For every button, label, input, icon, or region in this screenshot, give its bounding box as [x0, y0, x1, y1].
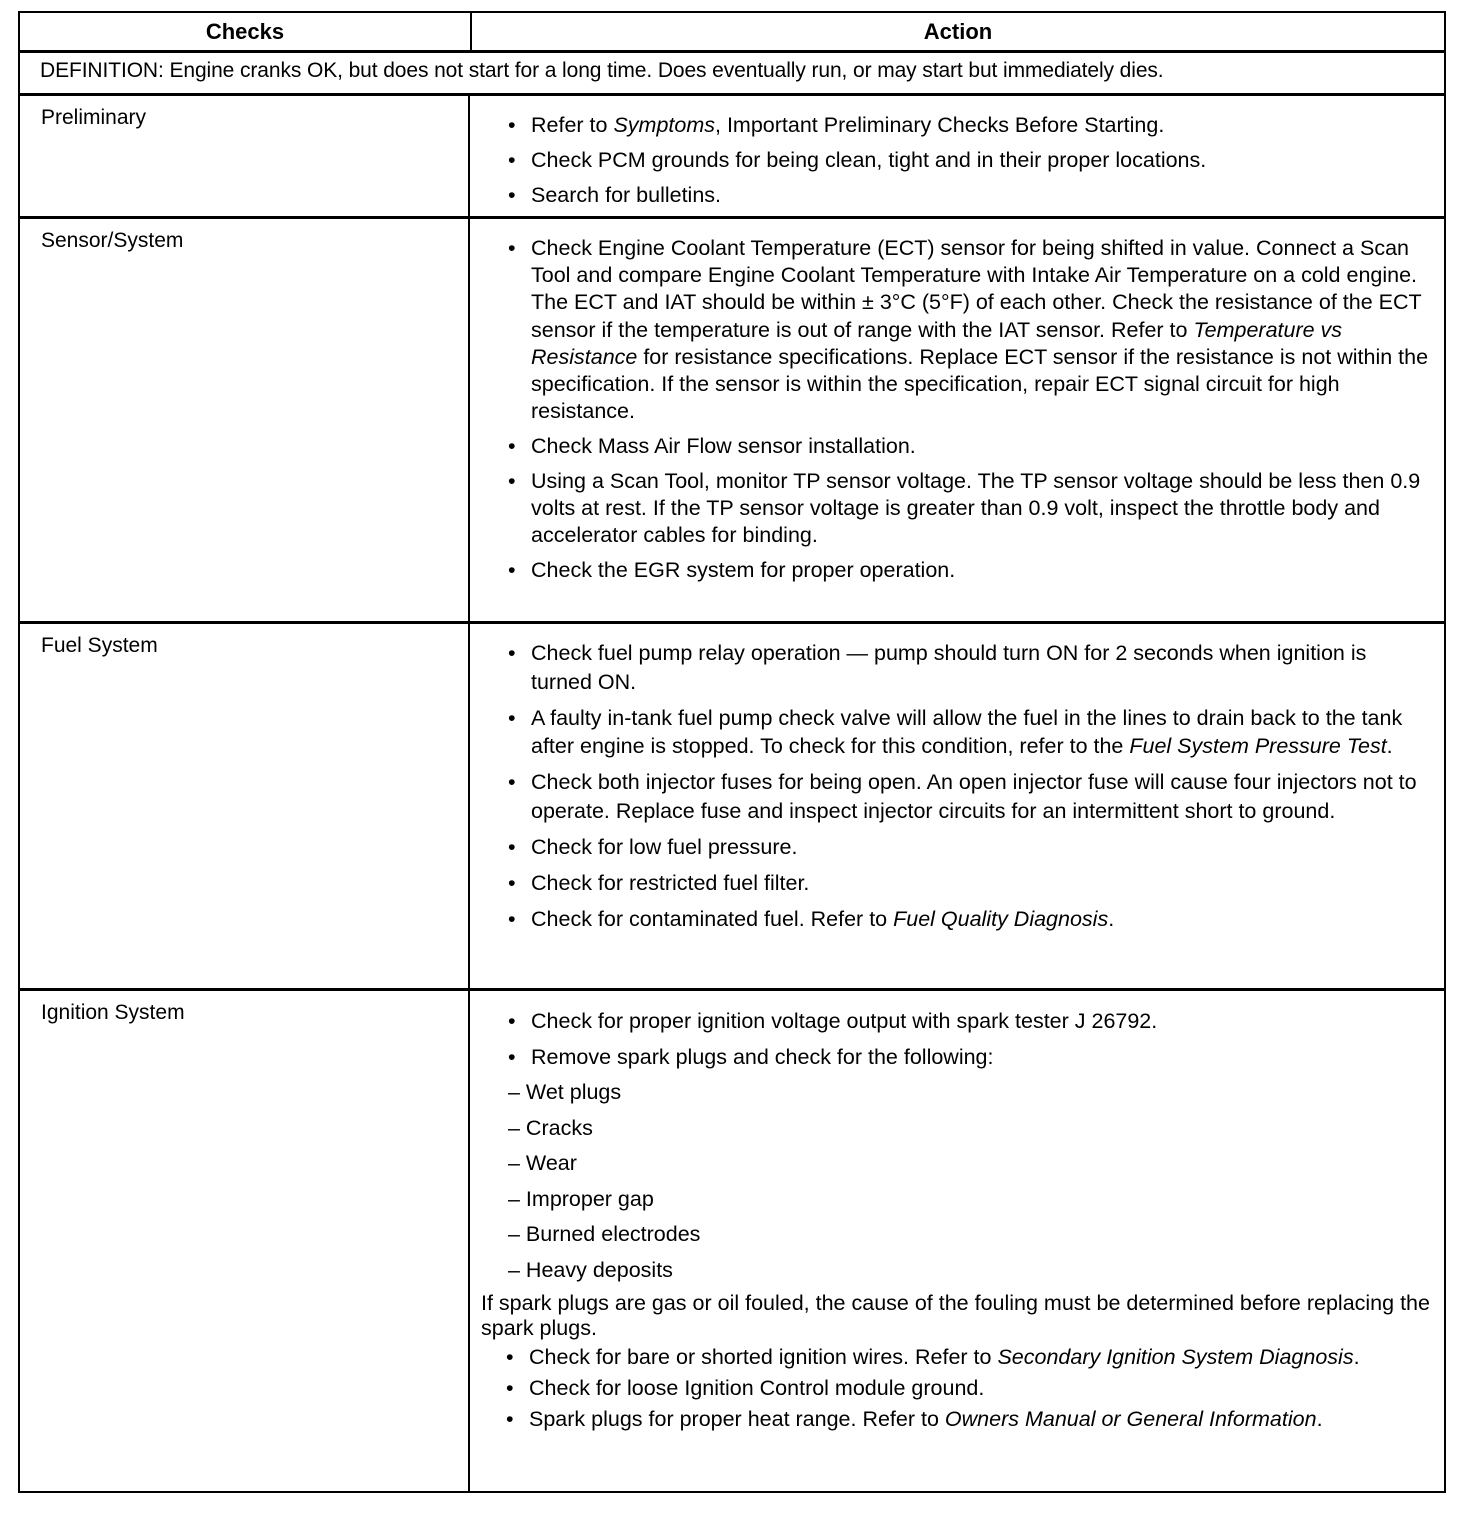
bullet-icon: •: [508, 705, 516, 730]
action-text: Search for bulletins.: [531, 183, 722, 207]
action-text-suffix: for resistance specifications. Replace ECT sensor if the resistance is not within the specification. If the sensor is within the specification, repair ECT signal circuit for high resistance.: [531, 344, 1429, 424]
action-text-suffix: .: [1316, 1407, 1323, 1431]
action-text: Check for low fuel pressure.: [531, 834, 798, 859]
action-text-suffix: .: [1386, 734, 1393, 758]
action-text: Remove spark plugs and check for the following:: [531, 1044, 994, 1069]
inspection-item: – Heavy deposits: [508, 1257, 673, 1282]
column-divider-body: [468, 95, 470, 1493]
action-item: [508, 433, 1433, 460]
action-list: [506, 1345, 1433, 1432]
bullet-icon: •: [506, 1376, 514, 1400]
action-text: Check both injector fuses for being open. An open injector fuse will cause four injectors not to operate. Replace fuse and inspect injector circuits for an intermittent short to ground.: [531, 770, 1417, 823]
action-item: [506, 1407, 1433, 1432]
column-header-action: Action: [923, 19, 993, 44]
action-item: [508, 147, 1433, 175]
action-item: [508, 557, 1433, 584]
action-item: [508, 112, 1433, 140]
action-item: [508, 1043, 1433, 1071]
check-sensor-system: Sensor/System: [41, 229, 184, 252]
action-text: Check for loose Ignition Control module ground.: [529, 1376, 985, 1400]
row-divider-definition: [18, 93, 1446, 96]
action-item: [508, 768, 1433, 825]
definition-text: DEFINITION: Engine cranks OK, but does not start for a long time. Does eventually run, or may start but immediately dies.: [40, 59, 1164, 82]
bullet-icon: •: [508, 468, 516, 493]
bullet-icon: •: [508, 906, 516, 931]
reference-link-text: Owners Manual or General Information: [944, 1407, 1317, 1431]
action-item: [508, 869, 1433, 898]
action-item: [508, 639, 1433, 696]
action-text: Spark plugs for proper heat range. Refer to: [529, 1407, 945, 1431]
bullet-icon: •: [508, 236, 516, 260]
actions-fuel-system: [508, 639, 1433, 941]
check-ignition-system: Ignition System: [41, 1001, 185, 1024]
action-item: [508, 235, 1433, 425]
action-item: [508, 182, 1433, 210]
action-item: [506, 1345, 1433, 1370]
reference-link-text: Fuel System Pressure Test: [1129, 734, 1387, 758]
inspection-item: – Burned electrodes: [508, 1222, 701, 1246]
action-text: Check for contaminated fuel. Refer to: [531, 906, 894, 931]
action-text: Check Mass Air Flow sensor installation.: [531, 433, 916, 458]
bullet-icon: •: [508, 183, 516, 207]
action-text: Check for proper ignition voltage output with spark tester J 26792.: [531, 1009, 1158, 1033]
actions-ignition-system: [481, 1007, 1433, 1438]
bullet-icon: •: [508, 834, 516, 859]
actions-preliminary: [508, 112, 1433, 217]
action-text-suffix: , Important Preliminary Checks Before Starting.: [715, 113, 1165, 137]
reference-link-text: Secondary Ignition System Diagnosis: [997, 1345, 1354, 1369]
bullet-icon: •: [508, 433, 516, 458]
inspection-item: – Wet plugs: [508, 1080, 622, 1104]
inspection-item: – Cracks: [508, 1115, 593, 1140]
bullet-icon: •: [508, 1009, 516, 1033]
bullet-icon: •: [506, 1407, 514, 1431]
bullet-icon: •: [508, 870, 516, 895]
action-text: Check Engine Coolant Temperature (ECT) sensor for being shifted in value. Connect a Scan Tool and compare Engine Coolant Temperature with Intake Air Temperature on a cold engine. The ECT and IAT should be within ± 3°C (5°F) of each other. Check the resistance of the ECT sensor if the temperature is out of range with the IAT sensor. Refer to: [531, 236, 1422, 342]
action-item: [508, 905, 1433, 934]
action-list: [508, 1007, 1433, 1071]
bullet-icon: •: [508, 113, 516, 137]
action-text-suffix: .: [1108, 906, 1115, 931]
action-text: Using a Scan Tool, monitor TP sensor voltage. The TP sensor voltage should be less then 0.9 volts at rest. If the TP sensor voltage is greater than 0.9 volt, inspect the throttle body and accelerator cables for binding.: [531, 468, 1421, 548]
action-text: Check for bare or shorted ignition wires. Refer to: [529, 1345, 998, 1369]
bullet-icon: •: [508, 1044, 516, 1069]
bullet-icon: •: [508, 641, 516, 665]
action-text: Check fuel pump relay operation — pump should turn ON for 2 seconds when ignition is turned ON.: [531, 641, 1367, 694]
row-divider-fuel: [18, 988, 1446, 991]
bullet-icon: •: [508, 770, 516, 794]
action-item: [508, 704, 1433, 761]
action-item: [508, 468, 1433, 550]
check-fuel-system: Fuel System: [41, 634, 158, 657]
action-item: [506, 1376, 1433, 1401]
bullet-icon: •: [508, 148, 516, 172]
action-item: [508, 833, 1433, 862]
action-item: [508, 1007, 1433, 1035]
action-text: Check the EGR system for proper operation.: [531, 557, 956, 582]
row-divider-sensor: [18, 621, 1446, 624]
action-list: [508, 235, 1433, 584]
inspection-item: – Improper gap: [508, 1186, 654, 1211]
action-text: Refer to: [531, 113, 614, 137]
check-preliminary: Preliminary: [41, 106, 147, 129]
reference-link-text: Fuel Quality Diagnosis: [893, 906, 1109, 931]
action-text: Check PCM grounds for being clean, tight and in their proper locations.: [531, 148, 1207, 172]
inspection-sublist: [508, 1078, 1433, 1284]
inspection-item: – Wear: [508, 1151, 577, 1175]
reference-link-text: Symptoms: [613, 113, 716, 137]
bullet-icon: •: [506, 1345, 514, 1369]
actions-sensor-system: [508, 235, 1433, 591]
column-header-checks: Checks: [205, 19, 285, 44]
action-list: [508, 112, 1433, 210]
action-text: A faulty in-tank fuel pump check valve will allow the fuel in the lines to drain back to the tank after engine is stopped. To check for this condition, refer to the: [531, 705, 1403, 758]
reference-link-text: Temperature vs Resistance: [531, 317, 1343, 369]
action-list: [508, 639, 1433, 933]
action-text: Check for restricted fuel filter.: [531, 870, 810, 895]
fouling-note: If spark plugs are gas or oil fouled, the cause of the fouling must be determined before replacing the spark plugs.: [481, 1291, 1430, 1340]
row-divider-header: [18, 50, 1446, 53]
action-text-suffix: .: [1353, 1345, 1360, 1369]
bullet-icon: •: [508, 557, 516, 582]
